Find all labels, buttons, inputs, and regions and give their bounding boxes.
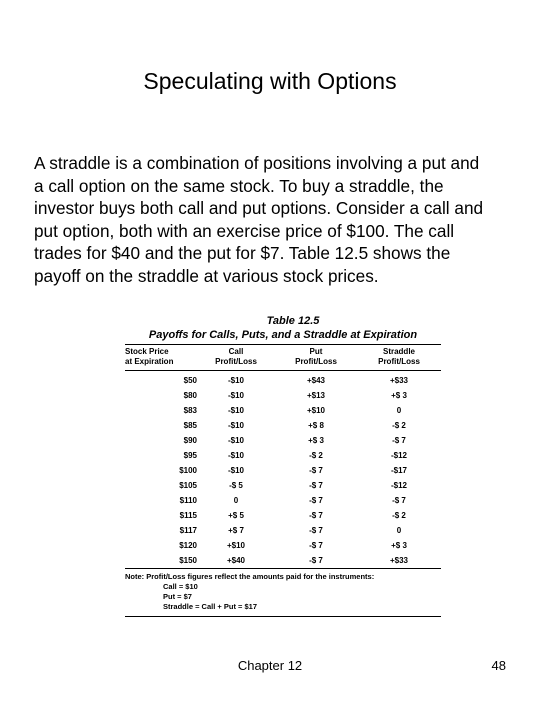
paragraph-line: payoff on the straddle at various stock prices. (34, 265, 379, 286)
paragraph-line: A straddle is a combination of positions involving a put and (34, 153, 480, 173)
slide-paragraph (34, 152, 514, 287)
cell-straddle-pl: -$12 (390, 451, 407, 460)
cell-put-pl: +$ 8 (308, 421, 324, 430)
cell-put-pl: +$ 3 (308, 436, 324, 445)
table-row (125, 553, 441, 568)
cell-put-pl: +$43 (306, 376, 326, 385)
cell-put-pl: -$ 7 (309, 541, 323, 550)
cell-put-pl: -$ 7 (309, 511, 323, 520)
cell-stock-price: $120 (179, 541, 197, 550)
cell-straddle-pl: -$ 2 (392, 511, 406, 520)
footer-chapter: Chapter 12 (237, 658, 303, 673)
table-row (125, 373, 441, 388)
cell-straddle-pl: -$12 (390, 481, 407, 490)
cell-put-pl: +$13 (306, 391, 326, 400)
cell-call-pl: -$10 (227, 451, 244, 460)
note-line: Call = $10 (163, 582, 198, 591)
table-row (125, 418, 441, 433)
header-line: Stock Price (125, 347, 169, 356)
cell-put-pl: -$ 7 (309, 496, 323, 505)
cell-straddle-pl: 0 (396, 526, 402, 535)
cell-call-pl: -$10 (227, 376, 244, 385)
note-label: Note: Profit/Loss figures reflect the amounts paid for the instruments: (125, 572, 375, 581)
note-line: Straddle = Call + Put = $17 (163, 602, 257, 611)
cell-put-pl: +$10 (306, 406, 326, 415)
header-line: Put (309, 347, 323, 356)
cell-put-pl: -$ 7 (309, 466, 323, 475)
table-row (125, 403, 441, 418)
table-row (125, 448, 441, 463)
cell-call-pl: -$10 (227, 436, 244, 445)
cell-call-pl: -$10 (227, 466, 244, 475)
table-note (125, 569, 441, 616)
cell-stock-price: $95 (183, 451, 197, 460)
slide-title: Speculating with Options (143, 68, 397, 94)
table-row (125, 433, 441, 448)
cell-straddle-pl: -$17 (390, 466, 407, 475)
cell-call-pl: +$ 7 (228, 526, 244, 535)
table-row (125, 538, 441, 553)
paragraph-line: trades for $40 and the put for $7. Table 12.5 shows the (34, 243, 451, 263)
cell-straddle-pl: +$ 3 (391, 391, 407, 400)
table-row (125, 463, 441, 478)
cell-stock-price: $100 (179, 466, 197, 475)
cell-stock-price: $115 (179, 511, 197, 520)
header-line: at Expiration (125, 357, 174, 366)
cell-stock-price: $150 (179, 556, 197, 565)
cell-stock-price: $83 (183, 406, 197, 415)
cell-call-pl: +$ 5 (228, 511, 244, 520)
cell-call-pl: -$ 5 (229, 481, 243, 490)
header-put (275, 347, 357, 367)
cell-straddle-pl: +$33 (389, 556, 409, 565)
cell-straddle-pl: +$33 (389, 376, 409, 385)
cell-put-pl: -$ 2 (309, 451, 323, 460)
cell-stock-price: $110 (179, 496, 197, 505)
cell-call-pl: -$10 (227, 406, 244, 415)
cell-stock-price: $117 (179, 526, 197, 535)
cell-straddle-pl: -$ 7 (392, 496, 406, 505)
cell-stock-price: $50 (183, 376, 197, 385)
table-row (125, 478, 441, 493)
cell-straddle-pl: -$ 7 (392, 436, 406, 445)
cell-straddle-pl: +$ 3 (391, 541, 407, 550)
cell-straddle-pl: 0 (396, 406, 402, 415)
header-stock-price (125, 347, 197, 367)
table-row (125, 523, 441, 538)
table-number: Table 12.5 (266, 315, 320, 327)
cell-stock-price: $80 (183, 391, 197, 400)
table-end-rule (125, 616, 441, 617)
header-line: Profit/Loss (295, 357, 337, 366)
page-number: 48 (491, 658, 506, 673)
cell-call-pl: 0 (233, 496, 239, 505)
header-line: Profit/Loss (378, 357, 420, 366)
cell-call-pl: +$10 (226, 541, 246, 550)
note-line: Put = $7 (163, 592, 192, 601)
table-caption: Payoffs for Calls, Puts, and a Straddle at Expiration (148, 329, 418, 341)
header-call (197, 347, 275, 367)
cell-call-pl: -$10 (227, 391, 244, 400)
header-straddle (357, 347, 441, 367)
header-line: Call (228, 347, 244, 356)
table-row (125, 388, 441, 403)
table-header-row (125, 345, 441, 370)
cell-stock-price: $105 (179, 481, 197, 490)
paragraph-line: a call option on the same stock. To buy a straddle, the (34, 175, 444, 196)
cell-put-pl: -$ 7 (309, 481, 323, 490)
table-body (125, 371, 441, 568)
table-row (125, 508, 441, 523)
payoff-table (125, 314, 441, 617)
cell-call-pl: -$10 (227, 421, 244, 430)
cell-stock-price: $85 (183, 421, 197, 430)
table-row (125, 493, 441, 508)
header-line: Straddle (382, 347, 415, 356)
cell-put-pl: -$ 7 (309, 526, 323, 535)
paragraph-line: investor buys both call and put options. Consider a call and (34, 198, 484, 218)
cell-put-pl: -$ 7 (309, 556, 323, 565)
paragraph-line: put option, both with an exercise price of $100. The call (34, 220, 455, 241)
cell-call-pl: +$40 (226, 556, 246, 565)
cell-straddle-pl: -$ 2 (392, 421, 406, 430)
header-line: Profit/Loss (215, 357, 257, 366)
cell-stock-price: $90 (183, 436, 197, 445)
